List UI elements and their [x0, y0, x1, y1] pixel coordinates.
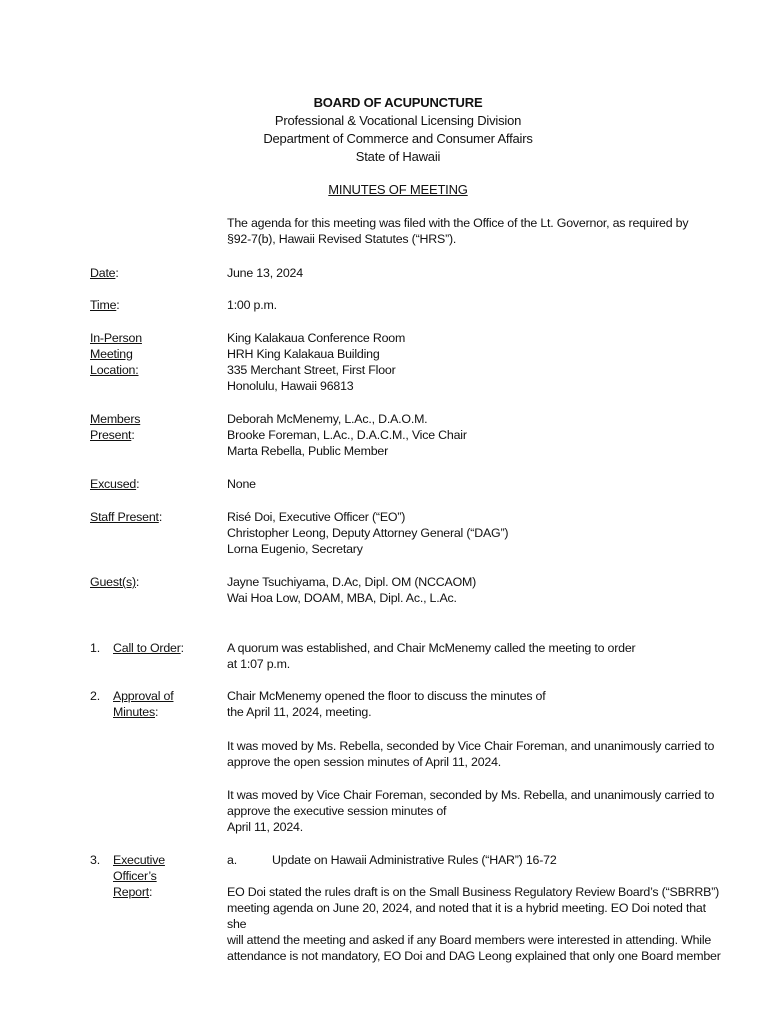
item1-label: Call to Order:	[113, 641, 184, 655]
item3-sub-letter: a.	[227, 853, 237, 867]
location-value: King Kalakaua Conference Room HRH King Kalakaua Building 335 Merchant Street, First Floor Honolulu, Hawaii 96813	[227, 331, 406, 393]
item1-number: 1.	[90, 641, 100, 655]
excused-value: None	[227, 477, 256, 491]
guests-label: Guest(s):	[90, 575, 140, 589]
location-label: In-Person Meeting Location:	[90, 331, 142, 377]
excused-label: Excused:	[90, 477, 140, 491]
staff-value: Risé Doi, Executive Officer (“EO”) Christopher Leong, Deputy Attorney General (“DAG”) Lorna Eugenio, Secretary	[227, 510, 509, 556]
item2-paragraph-3: It was moved by Vice Chair Foreman, seconded by Ms. Rebella, and unanimously carried to approve the executive session minutes of April 11, 2024.	[227, 788, 715, 834]
item1-text: A quorum was established, and Chair McMenemy called the meeting to order at 1:07 p.m.	[227, 641, 636, 671]
state-name: State of Hawaii	[355, 149, 441, 164]
staff-label: Staff Present:	[90, 510, 163, 524]
item2-paragraph-1: Chair McMenemy opened the floor to discuss the minutes of the April 11, 2024, meeting.	[227, 689, 546, 719]
members-label: Members Present:	[90, 412, 141, 442]
agenda-note: The agenda for this meeting was filed with the Office of the Lt. Governor, as required by §92-7(b), Hawaii Revised Statutes (“HRS”).	[227, 216, 689, 246]
minutes-title: MINUTES OF MEETING	[328, 182, 468, 197]
time-label: Time:	[90, 298, 120, 312]
department-name: Department of Commerce and Consumer Affairs	[263, 131, 533, 146]
division-name: Professional & Vocational Licensing Division	[274, 113, 522, 128]
guests-value: Jayne Tsuchiyama, D.Ac, Dipl. OM (NCCAOM) Wai Hoa Low, DOAM, MBA, Dipl. Ac., L.Ac.	[227, 575, 477, 605]
board-title: BOARD OF ACUPUNCTURE	[313, 95, 483, 110]
item2-number: 2.	[90, 689, 100, 703]
members-value: Deborah McMenemy, L.Ac., D.A.O.M. Brooke Foreman, L.Ac., D.A.C.M., Vice Chair Marta Rebella, Public Member	[227, 412, 467, 458]
item2-paragraph-2: It was moved by Ms. Rebella, seconded by Vice Chair Foreman, and unanimously carried to approve the open session minutes of April 11, 2024.	[227, 739, 715, 769]
date-label: Date:	[90, 266, 119, 280]
item3-body: EO Doi stated the rules draft is on the Small Business Regulatory Review Board’s (“SBRRB”) meeting agenda on June 20, 2024, and noted that it is a hybrid meeting. EO Doi noted that she will attend the meeting and asked if any Board members were interested in attending. While attendance is not mandatory, EO Doi and DAG Leong explained that only one Board member	[227, 885, 721, 963]
item3-label: Executive Officer’s Report:	[113, 853, 165, 899]
item3-number: 3.	[90, 853, 100, 867]
date-value: June 13, 2024	[227, 266, 303, 280]
item2-label: Approval of Minutes:	[113, 689, 174, 719]
time-value: 1:00 p.m.	[227, 298, 277, 312]
document-header	[0, 94, 770, 166]
item3-sub-title: Update on Hawaii Administrative Rules (“HAR”) 16-72	[272, 853, 557, 867]
